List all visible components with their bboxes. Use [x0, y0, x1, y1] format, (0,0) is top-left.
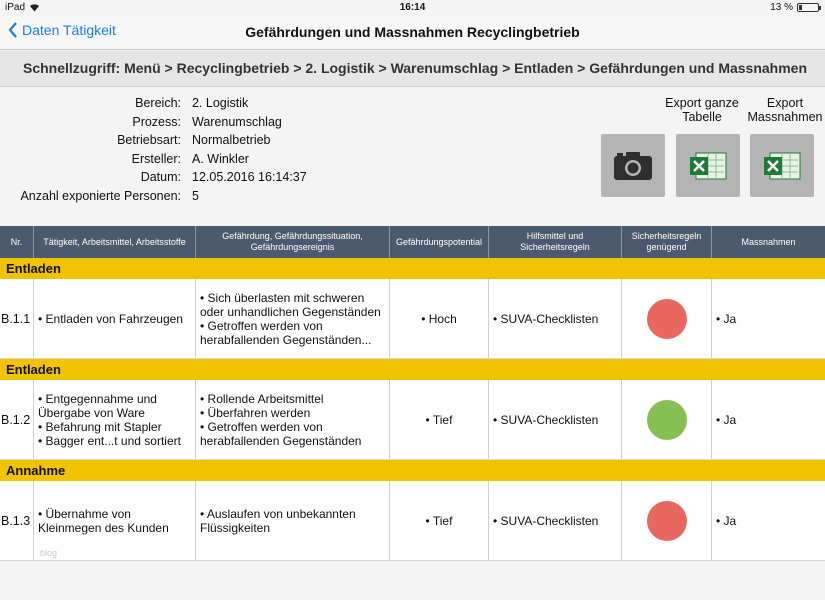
activity-line: • Bagger ent...t und sortiert	[38, 433, 181, 448]
column-header-measures: Massnahmen	[741, 236, 796, 247]
status-light[interactable]	[647, 501, 687, 541]
status-time: 16:14	[399, 2, 426, 13]
battery-percent: 13 %	[770, 2, 793, 13]
export-measures-button[interactable]	[750, 134, 814, 197]
table-header	[0, 226, 825, 258]
info-label: Prozess:	[132, 114, 181, 129]
excel-icon	[762, 150, 802, 182]
info-value: Warenumschlag	[192, 114, 282, 129]
export-measures-label: Export Massnahmen	[747, 96, 823, 124]
info-label: Anzahl exponierte Personen:	[20, 188, 181, 203]
row-sufficient[interactable]	[622, 380, 712, 459]
hazard-line: • Getroffen werden von	[200, 419, 323, 434]
row-hazard	[196, 481, 390, 560]
battery-icon	[797, 3, 819, 12]
section-header: Entladen	[0, 258, 825, 279]
info-label: Betriebsart:	[117, 133, 181, 147]
activity-line: Übergabe von Ware	[38, 405, 145, 420]
hazard-table	[0, 226, 825, 561]
row-sufficient[interactable]	[622, 279, 712, 358]
info-value: A. Winkler	[192, 151, 249, 166]
info-row	[0, 170, 560, 189]
row-activity	[34, 380, 196, 459]
column-header-activity: Tätigkeit, Arbeitsmittel, Arbeitsstoffe	[34, 226, 196, 258]
column-header-aids: Hilfsmittel und Sicherheitsregeln	[489, 226, 622, 258]
info-label: Bereich:	[135, 96, 181, 110]
activity-line: • Übernahme von	[38, 506, 131, 521]
hazard-line: Flüssigkeiten	[200, 520, 271, 535]
row-measures: • Ja	[716, 412, 737, 427]
hazard-line: oder unhandlichen Gegenständen	[200, 304, 381, 319]
row-measures: • Ja	[716, 311, 737, 326]
section-header: Annahme	[0, 460, 825, 481]
hazard-line: herabfallenden Gegenständen...	[200, 332, 372, 347]
row-nr: B.1.2	[0, 380, 34, 459]
breadcrumb-text[interactable]: Schnellzugriff: Menü > Recyclingbetrieb > 2. Logistik > Warenumschlag > Entladen > Gefährdungen und Massnahmen	[23, 60, 808, 76]
row-aids: • SUVA-Checklisten	[489, 279, 622, 358]
row-aids: • SUVA-Checklisten	[489, 481, 622, 560]
row-potential: • Tief	[390, 380, 489, 459]
navigation-bar	[0, 16, 825, 50]
hazard-line: • Rollende Arbeitsmittel	[200, 391, 324, 406]
activity-line: Kleinmegen des Kunden	[38, 520, 169, 535]
status-bar	[0, 0, 825, 16]
row-aids: • SUVA-Checklisten	[489, 380, 622, 459]
watermark: blog	[40, 548, 58, 558]
info-value: 5	[192, 188, 199, 203]
export-table-button[interactable]	[676, 134, 740, 197]
camera-button[interactable]	[601, 134, 665, 197]
column-header-sufficient: Sicherheitsregeln genügend	[622, 226, 712, 258]
column-header-hazard: Gefährdung, Gefährdungssituation, Gefährdungsereignis	[196, 226, 390, 258]
info-row	[0, 133, 560, 152]
column-header-nr: Nr.	[0, 226, 34, 258]
camera-icon	[612, 150, 654, 182]
row-potential: • Tief	[390, 481, 489, 560]
hazard-line: • Getroffen werden von	[200, 318, 323, 333]
info-row	[0, 189, 560, 208]
row-measures: • Ja	[716, 513, 737, 528]
hazard-line: herabfallenden Gegenständen	[200, 433, 362, 448]
table-row[interactable]	[0, 481, 825, 561]
activity-line: • Entgegennahme und	[38, 391, 157, 406]
hazard-line: • Überfahren werden	[200, 405, 311, 420]
hazard-line: • Sich überlasten mit schweren	[200, 290, 365, 305]
info-value: Normalbetrieb	[192, 133, 271, 147]
breadcrumb[interactable]	[0, 51, 825, 87]
info-panel	[0, 96, 560, 207]
info-row	[0, 115, 560, 134]
activity-line: • Befahrung mit Stapler	[38, 419, 162, 434]
hazard-line: • Auslaufen von unbekannten	[200, 506, 356, 521]
info-row	[0, 152, 560, 171]
activity-line: • Entladen von Fahrzeugen	[38, 311, 183, 326]
row-potential: • Hoch	[390, 279, 489, 358]
row-nr: B.1.1	[0, 279, 34, 358]
table-row[interactable]	[0, 279, 825, 359]
device-label: iPad	[5, 2, 26, 13]
info-value: 12.05.2016 16:14:37	[192, 170, 307, 184]
info-value: 2. Logistik	[192, 96, 249, 110]
info-label: Ersteller:	[131, 151, 181, 166]
export-table-label: Export ganze Tabelle	[665, 96, 739, 124]
status-right	[770, 2, 819, 13]
row-hazard	[196, 279, 390, 358]
info-row	[0, 96, 560, 115]
info-label: Datum:	[140, 170, 181, 184]
excel-icon	[688, 150, 728, 182]
row-activity	[34, 279, 196, 358]
back-button-label: Daten Tätigkeit	[22, 22, 116, 38]
page-title: Gefährdungen und Massnahmen Recyclingbetrieb	[245, 24, 580, 40]
status-light[interactable]	[647, 400, 687, 440]
row-activity	[34, 481, 196, 560]
row-hazard	[196, 380, 390, 459]
row-nr: B.1.3	[0, 481, 34, 560]
status-light[interactable]	[647, 299, 687, 339]
row-sufficient[interactable]	[622, 481, 712, 560]
column-header-potential: Gefährdungspotential	[390, 226, 489, 258]
section-header: Entladen	[0, 359, 825, 380]
table-row[interactable]	[0, 380, 825, 460]
